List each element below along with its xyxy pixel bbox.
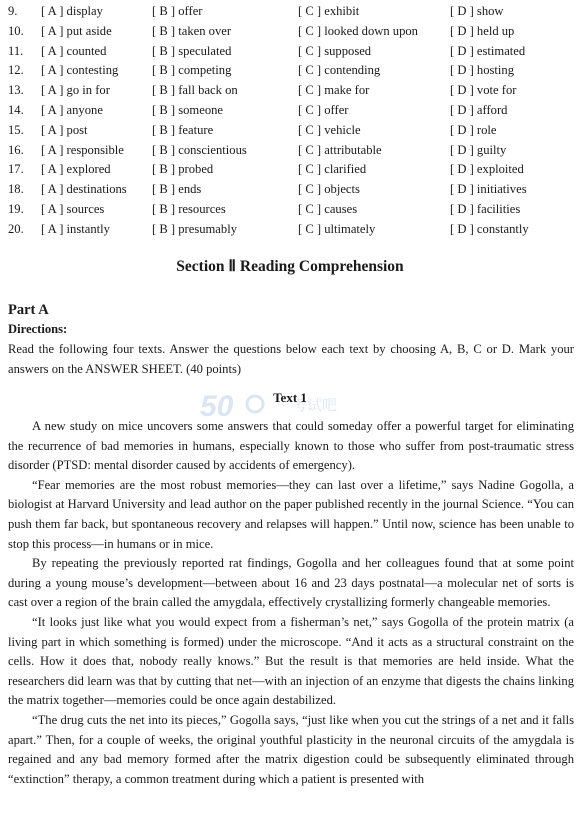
option-c: [ C ] contending	[298, 63, 381, 78]
option-b: [ B ] someone	[152, 102, 223, 117]
paragraph: A new study on mice uncovers some answers that could someday offer a powerful target for eliminating the recurrence of bad memories in humans, especially known to those who suffer from post-traumatic stress disorder (PTSD: mental disorder caused by accidents of emergency).	[8, 419, 574, 473]
option-b: [ B ] probed	[152, 162, 214, 177]
option-d: [ D ] afford	[450, 102, 508, 117]
option-row	[8, 160, 574, 180]
option-c: [ C ] objects	[298, 182, 360, 197]
option-b: [ B ] speculated	[152, 43, 232, 58]
option-row	[8, 200, 574, 220]
option-b: [ B ] competing	[152, 63, 232, 78]
option-d: [ D ] initiatives	[450, 182, 527, 197]
option-row	[8, 22, 574, 42]
option-c: [ C ] attributable	[298, 142, 382, 157]
text-title: Text 1	[273, 390, 307, 405]
option-a: [ A ] put aside	[41, 23, 112, 38]
option-c: [ C ] offer	[298, 102, 349, 117]
option-d: [ D ] show	[450, 4, 504, 18]
option-a: [ A ] instantly	[41, 221, 110, 236]
option-c: [ C ] ultimately	[298, 221, 376, 236]
paragraph: “The drug cuts the net into its pieces,” Gogolla says, “just like when you cut the strings of a net and it falls apart.” Then, for a couple of weeks, the original youthful plasticity in the neuronal circuits of the amygdala is regained and any bad memory formed after the matrix digestion could be subsequently eliminated through “extinction” therapy, a common treatment during which a patient is presented with	[8, 712, 574, 786]
option-d: [ D ] guilty	[450, 142, 507, 157]
option-d: [ D ] held up	[450, 23, 515, 38]
option-row	[8, 121, 574, 141]
question-number: 20.	[8, 221, 24, 236]
option-c: [ C ] supposed	[298, 43, 372, 58]
option-b: [ B ] fall back on	[152, 83, 238, 98]
option-b: [ B ] feature	[152, 122, 214, 137]
question-number: 12.	[8, 63, 24, 78]
option-row	[8, 2, 574, 22]
option-d: [ D ] estimated	[450, 43, 526, 58]
option-row	[8, 220, 574, 240]
question-number: 18.	[8, 182, 24, 197]
option-a: [ A ] display	[41, 4, 103, 18]
option-row	[8, 180, 574, 200]
option-c: [ C ] causes	[298, 201, 358, 216]
option-a: [ A ] destinations	[41, 182, 127, 197]
directions-label: Directions:	[8, 322, 68, 336]
svg-text:50: 50	[200, 390, 234, 423]
option-a: [ A ] counted	[41, 43, 107, 58]
option-b: [ B ] ends	[152, 182, 202, 197]
option-row	[8, 61, 574, 81]
option-a: [ A ] explored	[41, 162, 111, 177]
question-number: 13.	[8, 83, 24, 98]
question-number: 17.	[8, 162, 24, 177]
watermark-text: 考试吧	[292, 396, 338, 414]
option-d: [ D ] facilities	[450, 201, 521, 216]
option-a: [ A ] go in for	[41, 83, 110, 98]
option-d: [ D ] constantly	[450, 221, 529, 236]
question-number: 14.	[8, 102, 24, 117]
question-number: 10.	[8, 23, 24, 38]
option-c: [ C ] exhibit	[298, 4, 360, 18]
question-number: 19.	[8, 201, 24, 216]
option-b: [ B ] conscientious	[152, 142, 247, 157]
option-b: [ B ] offer	[152, 4, 203, 18]
option-a: [ A ] anyone	[41, 102, 103, 117]
option-row	[8, 101, 574, 121]
option-row	[8, 42, 574, 62]
question-number: 9.	[8, 4, 18, 18]
passage-body	[8, 417, 574, 789]
options-table	[8, 2, 574, 240]
option-a: [ A ] contesting	[41, 63, 119, 78]
question-number: 15.	[8, 122, 24, 137]
option-b: [ B ] resources	[152, 201, 226, 216]
option-c: [ C ] clarified	[298, 162, 367, 177]
option-b: [ B ] taken over	[152, 23, 232, 38]
option-row	[8, 141, 574, 161]
option-row	[8, 81, 574, 101]
paragraph: By repeating the previously reported rat findings, Gogolla and her colleagues found that at some point during a young mouse’s development—between about 16 and 23 days postnatal—a molecular net of sorts is cast over a region of the brain called the amygdala, effectively crystallizing formerly changeable memories.	[8, 556, 574, 610]
paragraph: “Fear memories are the most robust memories—they can last over a lifetime,” says Nadine Gogolla, a biologist at Harvard University and lead author on the paper published recently in the journal Science. “You can push them far back, but spontaneous recovery and relapses will happen.” Until now, science has been unable to stop this process—in humans or in mice.	[8, 477, 574, 551]
part-title: Part A	[8, 302, 49, 318]
option-d: [ D ] exploited	[450, 162, 524, 177]
option-c: [ C ] vehicle	[298, 122, 361, 137]
paragraph: “It looks just like what you would expect from a fisherman’s net,” says Gogolla of the protein matrix (a living part in which something is formed) under the microscope. “And it acts as a structural constraint on the cells. How it does that, nobody really knows.” But the result is that memories are held inside. What the researchers did learn was that by cutting that net—with an injection of an enzyme that digests the chains linking the matrix together—memories could be once again destabilized.	[8, 614, 574, 708]
option-c: [ C ] make for	[298, 83, 370, 98]
option-d: [ D ] role	[450, 122, 497, 137]
section-title: Section Ⅱ Reading Comprehension	[176, 258, 404, 275]
option-d: [ D ] hosting	[450, 63, 515, 78]
option-b: [ B ] presumably	[152, 221, 237, 236]
question-number: 16.	[8, 142, 24, 157]
question-number: 11.	[8, 43, 24, 58]
option-a: [ A ] post	[41, 122, 88, 137]
option-a: [ A ] sources	[41, 201, 105, 216]
option-a: [ A ] responsible	[41, 142, 124, 157]
option-d: [ D ] vote for	[450, 83, 517, 98]
directions-text: Read the following four texts. Answer the questions below each text by choosing A, B, C or D. Mark your answers on the ANSWER SHEET. (40 points)	[8, 342, 574, 376]
option-c: [ C ] looked down upon	[298, 23, 418, 38]
